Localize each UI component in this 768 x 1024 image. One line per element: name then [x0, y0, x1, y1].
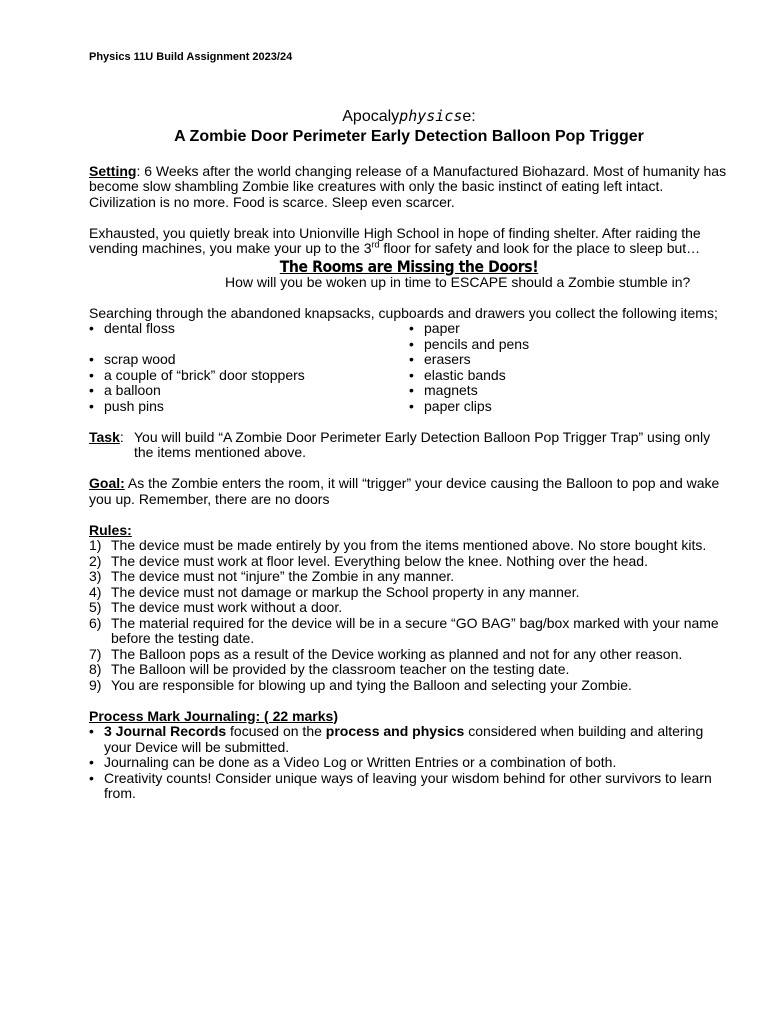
subtitle: A Zombie Door Perimeter Early Detection Balloon Pop Trigger	[174, 127, 644, 145]
ordinal-suffix: rd	[371, 239, 380, 250]
rule-item: 3) The device must not “injure” the Zombie in any manner.	[89, 568, 455, 584]
journal-item: • 3 Journal Records focused on the process and physics considered when building and altering your Device will be submitted.	[89, 724, 729, 755]
title	[89, 106, 729, 127]
rule-item: 8) The Balloon will be provided by the classroom teacher on the testing date.	[89, 661, 570, 677]
task-colon: :	[119, 428, 124, 445]
list-item: • elastic bands	[409, 368, 729, 384]
list-item: • push pins	[89, 399, 409, 415]
items-left-column	[89, 321, 409, 414]
task-section	[89, 430, 729, 461]
rule-item: 6) The material required for the device will be in a secure “GO BAG” bag/box marked with your name before the testing date.	[89, 614, 719, 646]
task-label-wrap	[89, 430, 134, 461]
exhausted-text-a: Exhausted, you quietly break into Unionville High School in hope of finding shelter. After raiding the vending machines, you make your up to the 3	[89, 224, 701, 256]
title-handwritten-part: physics	[399, 106, 463, 125]
setting-text: : 6 Weeks after the world changing release of a Manufactured Biohazard. Most of humanity has become slow shambling Zombie like creatures with only the basic instinct of eating left intact. Civilization is no more. Food is scarce. Sleep even scarcer.	[89, 162, 727, 210]
list-item: • paper	[409, 321, 729, 337]
items-right-column	[409, 321, 729, 414]
list-item: • erasers	[409, 352, 729, 368]
rule-item: 2) The device must work at floor level. Everything below the knee. Nothing over the head.	[89, 552, 648, 569]
rule-item: 1) The device must be made entirely by you from the items mentioned above. No store bought kits.	[89, 537, 707, 553]
task-label: Task	[89, 428, 120, 445]
setting-label: Setting	[89, 162, 137, 179]
question-line: How will you be woken up in time to ESCAPE should a Zombie stumble in?	[225, 273, 691, 290]
rule-item: 7) The Balloon pops as a result of the Device working as planned and not for any other reason.	[89, 645, 683, 662]
journal-item: • Journaling can be done as a Video Log or Written Entries or a combination of both.	[89, 755, 729, 771]
list-item: • paper clips	[409, 399, 729, 415]
list-item: • dental floss	[89, 321, 409, 337]
exhausted-paragraph	[89, 226, 729, 257]
rule-item: 9) You are responsible for blowing up and tying the Balloon and selecting your Zombie.	[89, 676, 632, 693]
title-part-a: Apocaly	[342, 107, 400, 125]
list-item: • scrap wood	[89, 352, 409, 368]
goal-label: Goal:	[89, 475, 125, 491]
goal-paragraph	[89, 476, 729, 507]
task-text: You will build “A Zombie Door Perimeter Early Detection Balloon Pop Trigger Trap” using only the items mentioned above.	[134, 428, 711, 460]
journal-label: Process Mark Journaling: ( 22 marks)	[89, 707, 338, 724]
rules-label: Rules:	[89, 521, 132, 538]
journal-list	[89, 724, 729, 802]
rooms-heading: The Rooms are Missing the Doors!	[279, 256, 539, 276]
rule-item: 4) The device must not damage or markup the School property in any manner.	[89, 583, 580, 600]
items-intro: Searching through the abandoned knapsacks, cupboards and drawers you collect the following items;	[89, 304, 718, 321]
list-item: • a balloon	[89, 383, 409, 399]
title-part-c: e:	[462, 107, 476, 125]
setting-paragraph	[89, 164, 729, 211]
list-spacer	[89, 337, 409, 353]
document-header: Physics 11U Build Assignment 2023/24	[89, 51, 293, 63]
rule-item: 5) The device must work without a door.	[89, 599, 343, 615]
document-page	[89, 50, 729, 802]
list-item: • pencils and pens	[409, 337, 729, 353]
goal-text: As the Zombie enters the room, it will “trigger” your device causing the Balloon to pop and wake you up. Remember, there are no doors	[89, 475, 720, 507]
exhausted-text-b: floor for safety and look for the place to sleep but…	[379, 240, 701, 256]
list-item: • a couple of “brick” door stoppers	[89, 368, 409, 384]
rules-list	[89, 538, 729, 693]
list-item: • magnets	[409, 383, 729, 399]
items-list	[89, 321, 729, 414]
journal-item: • Creativity counts! Consider unique ways of leaving your wisdom behind for other survivors to learn from.	[89, 771, 729, 802]
